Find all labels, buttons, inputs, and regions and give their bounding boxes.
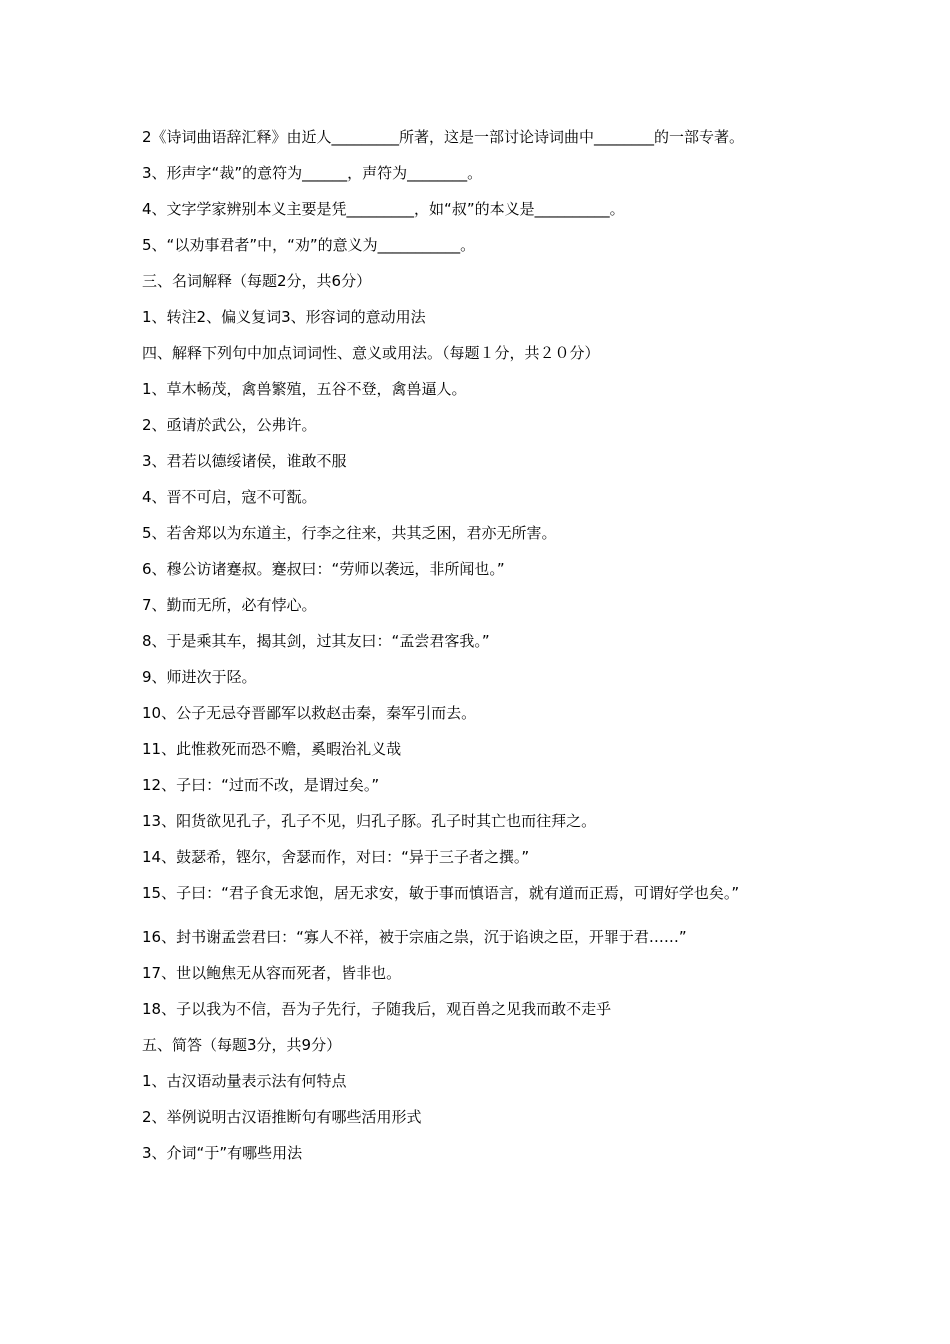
explain-question-7: 7、勤而无所，必有悖心。 <box>142 596 317 614</box>
explain-question-5: 5、若舍郑以为东道主，行李之往来，共其乏困，君亦无所害。 <box>142 524 557 542</box>
explain-question-10: 10、公子无忌夺晋鄙军以救赵击秦，秦军引而去。 <box>142 704 477 722</box>
short-answer-question-1: 1、古汉语动量表示法有何特点 <box>142 1072 347 1090</box>
explain-question-16: 16、封书谢孟尝君曰：“寡人不祥，被于宗庙之祟，沉于谄谀之臣，开罪于君……” <box>142 928 687 946</box>
fill-blank-question-2: 2《诗词曲语辞汇释》由近人_________所著，这是一部讨论诗词曲中________的一部专著。 <box>142 128 745 146</box>
explain-question-3: 3、君若以德绥诸侯，谁敢不服 <box>142 452 347 470</box>
fill-blank-question-5: 5、“以劝事君者”中，“劝”的意义为___________。 <box>142 236 476 254</box>
exam-content <box>142 122 842 1174</box>
terms-list: 1、转注2、偏义复词3、形容词的意动用法 <box>142 308 426 326</box>
explain-question-13: 13、阳货欲见孔子，孔子不见，归孔子豚。孔子时其亡也而往拜之。 <box>142 812 597 830</box>
explain-question-9: 9、师进次于陉。 <box>142 668 257 686</box>
explain-question-6: 6、穆公访诸蹇叔。蹇叔曰：“劳师以袭远，非所闻也。” <box>142 560 505 578</box>
section-heading-terms: 三、名词解释（每题2分，共6分） <box>142 272 372 290</box>
fill-blank-question-4: 4、文字学家辨别本义主要是凭_________，如“叔”的本义是__________。 <box>142 200 625 218</box>
explain-question-8: 8、于是乘其车，揭其剑，过其友曰：“孟尝君客我。” <box>142 632 490 650</box>
explain-question-4: 4、晋不可启，寇不可翫。 <box>142 488 317 506</box>
explain-question-12: 12、子曰：“过而不改，是谓过矣。” <box>142 776 380 794</box>
explain-question-2: 2、亟请於武公，公弗许。 <box>142 416 317 434</box>
explain-question-18: 18、子以我为不信，吾为子先行，子随我后，观百兽之见我而敢不走乎 <box>142 1000 612 1018</box>
explain-question-15: 15、子曰：“君子食无求饱，居无求安，敏于事而慎语言，就有道而正焉，可谓好学也矣。” <box>142 884 740 902</box>
explain-question-11: 11、此惟救死而恐不赡，奚暇治礼义哉 <box>142 740 402 758</box>
fill-blank-question-3: 3、形声字“裁”的意符为______，声符为________。 <box>142 164 483 182</box>
short-answer-question-3: 3、介词“于”有哪些用法 <box>142 1144 303 1162</box>
section-heading-explain: 四、解释下列句中加点词词性、意义或用法。（每题１分，共２０分） <box>142 344 600 362</box>
explain-question-1: 1、草木畅茂，禽兽繁殖，五谷不登，禽兽逼人。 <box>142 380 467 398</box>
short-answer-question-2: 2、举例说明古汉语推断句有哪些活用形式 <box>142 1108 422 1126</box>
explain-question-17: 17、世以鲍焦无从容而死者，皆非也。 <box>142 964 402 982</box>
section-heading-short-answer: 五、简答（每题3分，共9分） <box>142 1036 342 1054</box>
explain-question-14: 14、鼓瑟希，铿尔，舍瑟而作，对曰：“异于三子者之撰。” <box>142 848 530 866</box>
